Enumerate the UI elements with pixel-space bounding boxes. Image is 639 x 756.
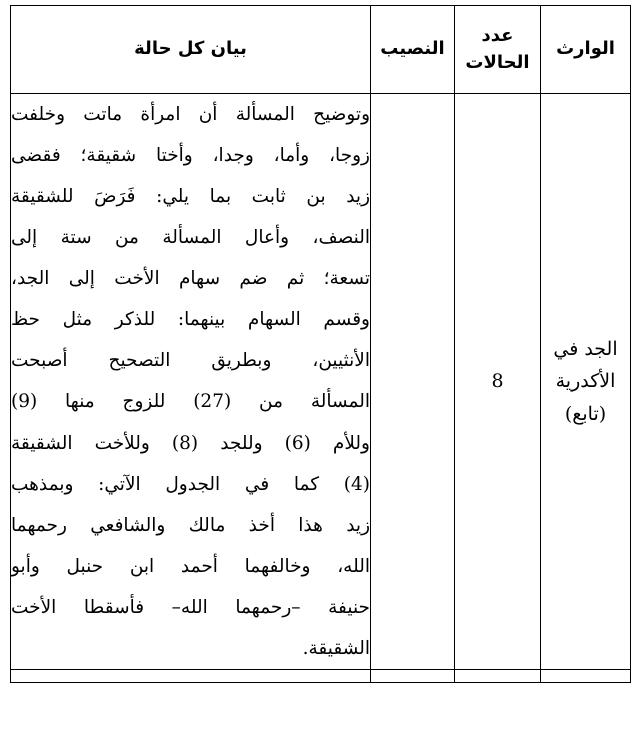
header-explanation: بيان كل حالة — [11, 6, 371, 94]
header-heir: الوارث — [541, 6, 631, 94]
cell-explanation — [11, 94, 371, 670]
cell-share — [371, 94, 455, 670]
header-share: النصيب — [371, 6, 455, 94]
empty-cell — [455, 669, 541, 682]
explanation-line: (4) كما في الجدول الآتي: وبمذهب — [11, 473, 370, 495]
table-row — [11, 94, 631, 670]
inheritance-table — [10, 5, 631, 683]
explanation-line: النصف، وأعال المسألة من ستة إلى — [11, 227, 370, 249]
explanation-line: زيد بن ثابت بما يلي: فَرَضَ للشقيقة — [11, 186, 370, 208]
heir-line-1: الجد في — [553, 337, 618, 360]
explanation-line: حنيفة –رحمهما الله– فأسقطا الأخت — [11, 596, 370, 618]
explanation-line: زوجا، وأما، وجدا، وأختا شقيقة؛ فقضى — [11, 145, 370, 167]
empty-cell — [11, 669, 371, 682]
cell-cases-count: 8 — [455, 94, 541, 670]
header-row — [11, 6, 631, 94]
explanation-line: زيد هذا أخذ مالك والشافعي رحمهما — [11, 514, 370, 536]
explanation-line: وقسم السهام بينهما: للذكر مثل حظ — [11, 309, 370, 331]
explanation-line: المسألة من (27) للزوج منها (9) — [11, 391, 371, 413]
header-cases-count — [455, 6, 541, 94]
cell-heir — [541, 94, 631, 670]
header-cases-count-line-2: الحالات — [465, 51, 530, 73]
heir-line-2: الأكدرية — [555, 370, 616, 393]
empty-cell — [371, 669, 455, 682]
header-cases-count-line-1: عدد — [481, 25, 514, 47]
heir-line-3: (تابع) — [564, 402, 607, 425]
explanation-line: الأنثيين، وبطريق التصحيح أصبحت — [11, 350, 370, 372]
explanation-line: الشقيقة. — [302, 637, 370, 659]
explanation-line: وللأم (6) وللجد (8) وللأخت الشقيقة — [11, 432, 370, 454]
explanation-line: تسعة؛ ثم ضم سهام الأخت إلى الجد، — [11, 268, 370, 290]
empty-cell — [541, 669, 631, 682]
table-row-empty — [11, 669, 631, 682]
explanation-line: وتوضيح المسألة أن امرأة ماتت وخلفت — [11, 104, 370, 125]
explanation-line: الله، وخالفهما أحمد ابن حنبل وأبو — [11, 555, 370, 577]
